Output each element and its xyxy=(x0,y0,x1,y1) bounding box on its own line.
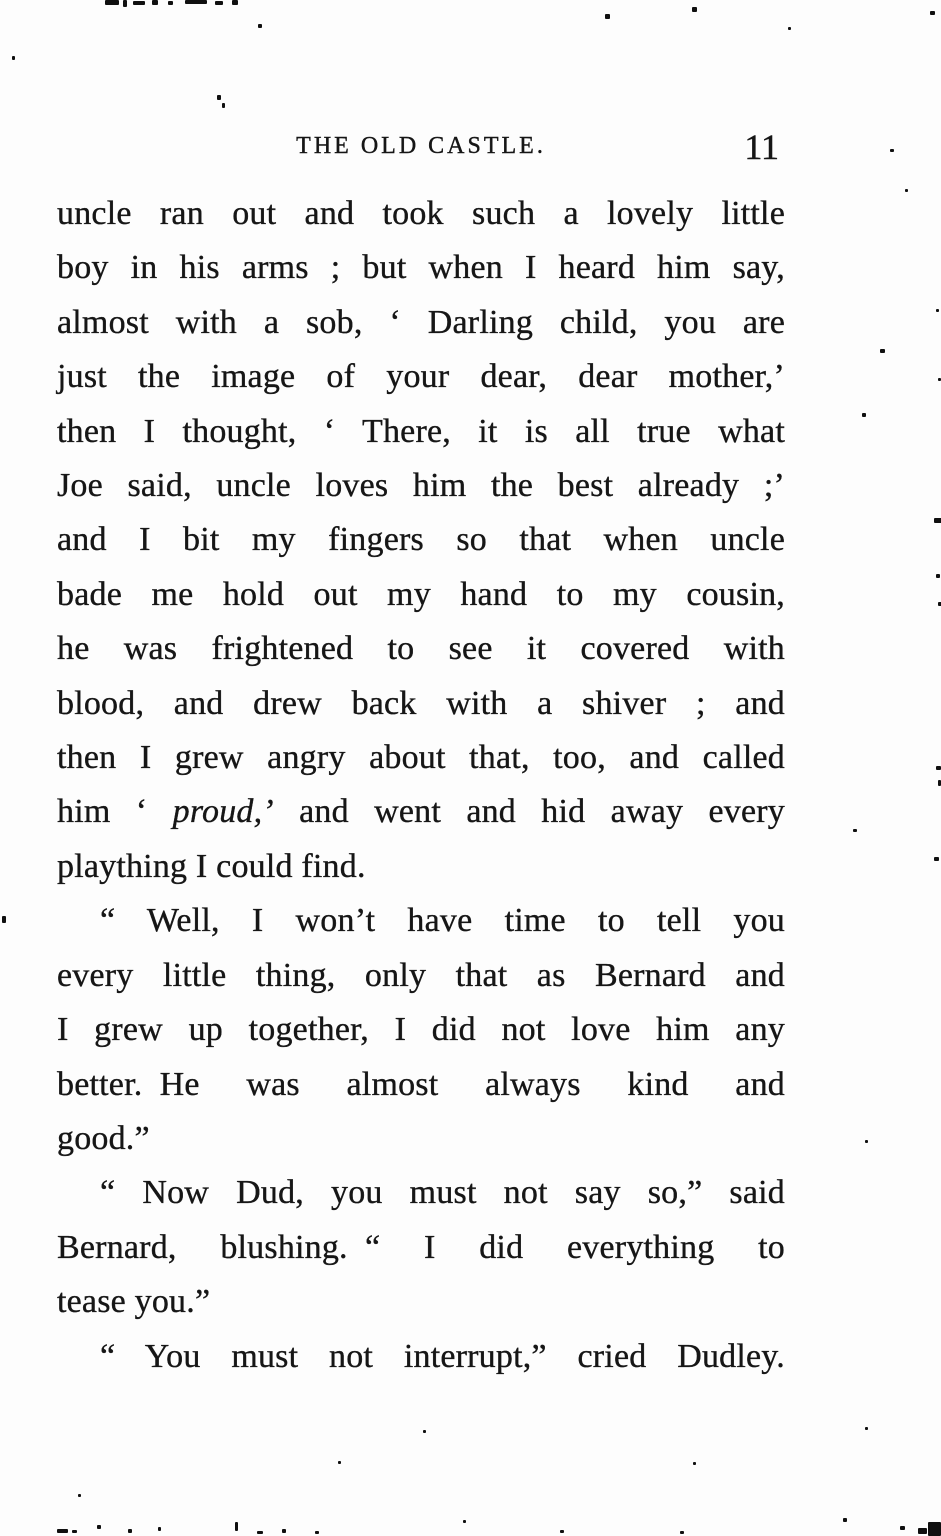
text-line xyxy=(57,622,785,676)
text-segment: boy in his arms ; but when I heard him say, xyxy=(57,249,785,287)
text-line xyxy=(57,350,785,404)
scan-speck xyxy=(605,14,610,19)
scan-speck xyxy=(918,1528,927,1534)
text-line xyxy=(57,241,785,295)
text-segment: tease you.” xyxy=(57,1283,211,1321)
text-line xyxy=(57,1058,785,1112)
scan-speck xyxy=(133,1,145,5)
scan-speck xyxy=(880,349,885,353)
scan-speck xyxy=(97,1525,101,1529)
text-line xyxy=(57,187,785,241)
scan-speck xyxy=(692,7,697,12)
scan-speck xyxy=(57,1529,68,1533)
text-line xyxy=(57,1221,785,1275)
scan-speck xyxy=(890,149,894,152)
text-line xyxy=(57,296,785,350)
scan-speck xyxy=(2,916,6,923)
scan-speck xyxy=(463,1520,466,1523)
scan-speck xyxy=(222,103,225,108)
italic-text: proud,’ xyxy=(172,793,274,831)
scan-speck xyxy=(934,518,941,523)
text-line xyxy=(57,459,785,513)
scan-speck xyxy=(217,95,221,100)
text-segment: Bernard, blushing. “ I did everything to xyxy=(57,1228,785,1266)
scan-speck xyxy=(78,1494,81,1497)
scan-speck xyxy=(282,1529,286,1533)
text-segment: better. He was almost always kind and xyxy=(57,1065,785,1103)
scan-speck xyxy=(105,0,119,5)
text-line xyxy=(57,1330,785,1384)
scan-speck xyxy=(257,1531,263,1534)
text-segment: almost with a sob, ‘ Darling child, you are xyxy=(57,303,785,341)
scan-speck xyxy=(235,1522,238,1531)
text-segment: good.” xyxy=(57,1119,150,1157)
scan-speck xyxy=(215,1,223,5)
scan-speck xyxy=(423,1430,426,1433)
text-line xyxy=(57,1112,785,1166)
scan-speck xyxy=(560,1530,564,1533)
scan-speck xyxy=(185,0,207,4)
page-header xyxy=(57,127,785,173)
scan-speck xyxy=(862,413,866,417)
scan-speck xyxy=(232,0,238,5)
text-segment: then I grew angry about that, too, and called xyxy=(57,739,785,777)
text-line xyxy=(57,568,785,622)
text-line xyxy=(57,405,785,459)
scan-speck xyxy=(934,857,939,861)
text-line xyxy=(57,785,785,839)
scan-speck xyxy=(158,1527,161,1531)
text-segment: “ Well, I won’t have time to tell you xyxy=(100,902,785,940)
scan-speck xyxy=(843,1518,847,1522)
text-segment: him ‘ xyxy=(57,793,173,831)
scan-speck xyxy=(788,27,791,30)
text-line xyxy=(57,949,785,1003)
text-line xyxy=(57,513,785,567)
text-segment: Joe said, uncle loves him the best already ;’ xyxy=(57,467,785,505)
scan-speck xyxy=(680,1531,684,1534)
scan-speck xyxy=(936,766,941,770)
text-line xyxy=(57,1003,785,1057)
scan-speck xyxy=(693,1462,696,1465)
scan-speck xyxy=(123,0,127,7)
scan-speck xyxy=(258,24,262,28)
scan-speck xyxy=(315,1531,319,1534)
scan-speck xyxy=(936,309,939,312)
text-segment: and I bit my fingers so that when uncle xyxy=(57,521,785,559)
text-segment: bade me hold out my hand to my cousin, xyxy=(57,575,785,613)
scan-speck xyxy=(900,1526,905,1530)
scan-speck xyxy=(865,1140,868,1143)
page-text xyxy=(57,187,785,1384)
text-line xyxy=(57,677,785,731)
scan-speck xyxy=(930,11,935,15)
text-segment: he was frightened to see it covered with xyxy=(57,630,785,668)
text-segment: I grew up together, I did not love him any xyxy=(57,1011,785,1049)
text-segment: blood, and drew back with a shiver ; and xyxy=(57,684,785,722)
scan-speck xyxy=(168,1,173,5)
scan-speck xyxy=(936,574,940,578)
text-segment: “ Now Dud, you must not say so,” said xyxy=(100,1174,785,1212)
text-segment: every little thing, only that as Bernard and xyxy=(57,956,785,994)
scan-speck xyxy=(853,829,857,832)
text-line xyxy=(57,894,785,948)
text-segment: and went and hid away every xyxy=(273,793,785,831)
text-segment: “ You must not interrupt,” cried Dudley. xyxy=(100,1337,785,1375)
text-segment: then I thought, ‘ There, it is all true what xyxy=(57,412,785,450)
scan-speck xyxy=(928,1522,941,1536)
scan-speck xyxy=(12,56,15,60)
scan-speck xyxy=(72,1530,77,1533)
scan-speck xyxy=(152,0,158,5)
scan-speck xyxy=(905,189,908,192)
scan-speck xyxy=(338,1461,341,1464)
scan-speck xyxy=(128,1529,132,1533)
text-segment: just the image of your dear, dear mother,’ xyxy=(57,358,785,396)
text-line xyxy=(57,731,785,785)
page-number: 11 xyxy=(744,127,779,167)
text-line xyxy=(57,1275,785,1329)
text-line xyxy=(57,840,785,894)
scan-speck xyxy=(865,1427,868,1430)
running-head: THE OLD CASTLE. xyxy=(296,133,546,159)
text-segment: plaything I could find. xyxy=(57,847,366,885)
text-line xyxy=(57,1166,785,1220)
text-segment: uncle ran out and took such a lovely little xyxy=(57,195,785,232)
